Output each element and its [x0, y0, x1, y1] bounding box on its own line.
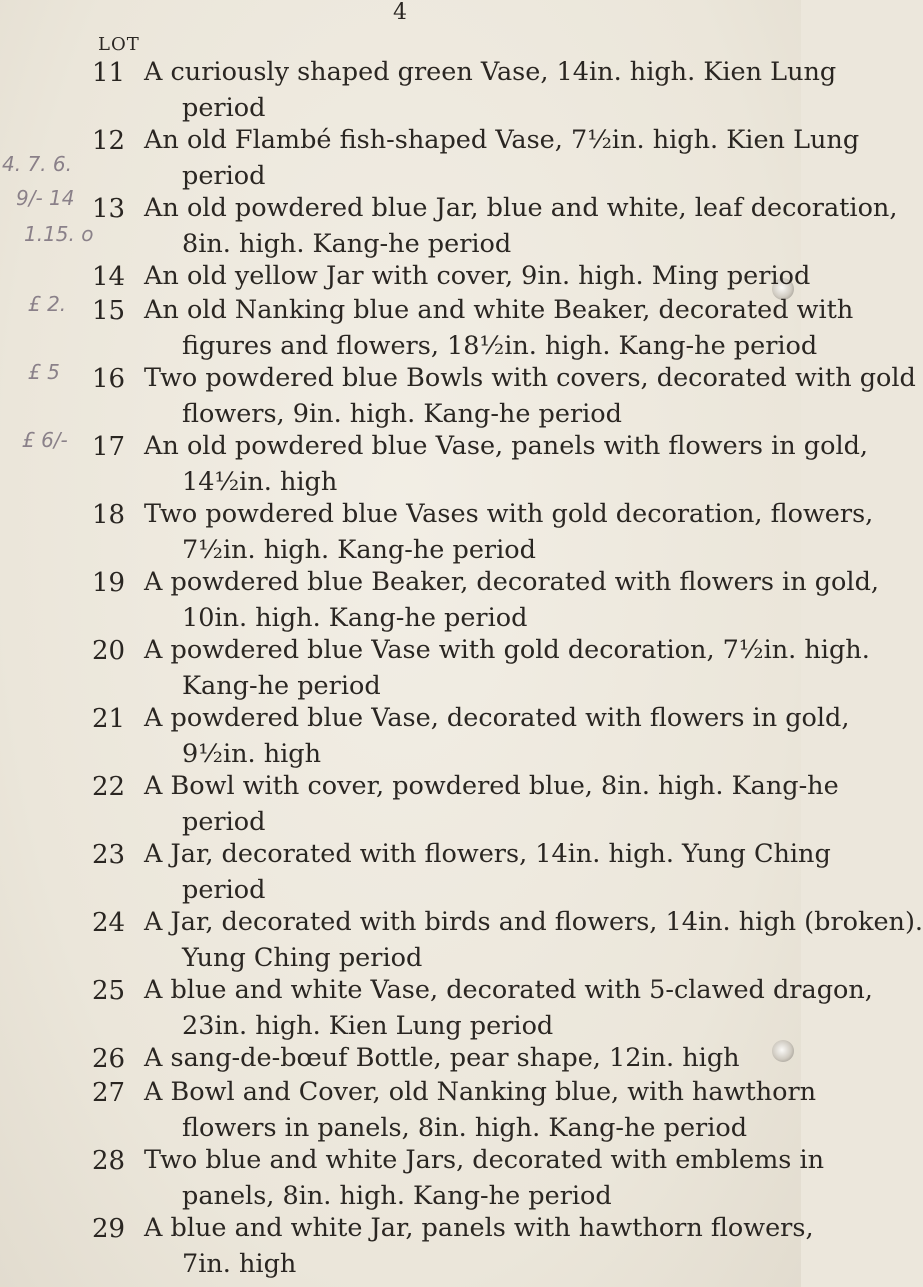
lot-description [144, 122, 860, 194]
lot-description-line: Yung Ching period [182, 943, 423, 973]
lot-description-line: Two powdered blue Bowls with covers, decorated with gold [144, 363, 916, 393]
lot-description-line: panels, 8in. high. Kang-he period [182, 1181, 612, 1211]
lot-number: 12 [92, 126, 126, 156]
lot-description-line: period [182, 807, 266, 837]
lot-description [144, 54, 837, 126]
lot-description-line: An old powdered blue Vase, panels with flowers in gold, [144, 431, 869, 461]
pencil-note-lot-16: £ 2. [28, 292, 67, 316]
lot-description [144, 1142, 825, 1214]
lot-number: 27 [92, 1078, 126, 1108]
lot-column-header: LOT [98, 34, 140, 55]
pin-hole-mark [772, 1040, 794, 1062]
lot-description-line: A Jar, decorated with flowers, 14in. high. Yung Ching [144, 839, 831, 869]
lot-description-line: A powdered blue Beaker, decorated with flowers in gold, [144, 567, 879, 597]
lot-description-line: period [182, 93, 266, 123]
lot-description [144, 292, 854, 364]
lot-description-line: flowers, 9in. high. Kang-he period [182, 399, 622, 429]
pencil-note-lot-15: 1.15. o [24, 222, 94, 246]
lot-description-line: period [182, 161, 266, 191]
lot-number: 29 [92, 1214, 126, 1244]
lot-description [144, 564, 879, 636]
lot-description [144, 972, 873, 1044]
pencil-note-lot-18: £ 6/- [22, 428, 68, 452]
lot-number: 11 [92, 58, 126, 88]
lot-description-line: 8in. high. Kang-he period [182, 229, 512, 259]
lot-description [144, 1210, 814, 1282]
lot-description-line: A blue and white Jar, panels with hawthorn flowers, [144, 1213, 814, 1243]
lot-description-line: 23in. high. Kien Lung period [182, 1011, 554, 1041]
lot-number: 18 [92, 500, 126, 530]
lot-number: 25 [92, 976, 126, 1006]
lot-description [144, 190, 898, 262]
lot-number: 16 [92, 364, 126, 394]
pencil-note-lot-13: 4. 7. 6. [2, 152, 72, 176]
lot-number: 26 [92, 1044, 126, 1074]
pencil-note-lot-17: £ 5 [28, 360, 60, 384]
lot-description-line: Two blue and white Jars, decorated with emblems in [144, 1145, 825, 1175]
lot-description-line: Two powdered blue Vases with gold decoration, flowers, [144, 499, 874, 529]
lot-description-line: period [182, 875, 266, 905]
lot-description-line: 7in. high [182, 1249, 297, 1279]
lot-description [144, 700, 850, 772]
lot-number: 23 [92, 840, 126, 870]
lot-description [144, 836, 831, 908]
lot-number: 14 [92, 262, 126, 292]
lot-description-line: A powdered blue Vase, decorated with flowers in gold, [144, 703, 850, 733]
lot-description [144, 632, 870, 704]
lot-description [144, 1040, 764, 1076]
lot-description-line: A Bowl and Cover, old Nanking blue, with hawthorn [144, 1077, 817, 1107]
lot-description [144, 360, 916, 432]
lot-description [144, 428, 869, 500]
lot-description-line: 7½in. high. Kang-he period [182, 535, 536, 565]
lot-number: 28 [92, 1146, 126, 1176]
lot-description-line: A curiously shaped green Vase, 14in. high. Kien Lung [144, 57, 837, 87]
lot-description-line: A blue and white Vase, decorated with 5-clawed dragon, [144, 975, 873, 1005]
lot-number: 13 [92, 194, 126, 224]
lot-description-line: 9½in. high [182, 739, 322, 769]
lot-description-line: An old Nanking blue and white Beaker, decorated with [144, 295, 854, 325]
page-number: 4 [393, 0, 407, 25]
lot-number: 20 [92, 636, 126, 666]
lot-description [144, 258, 811, 294]
lot-description-line: figures and flowers, 18½in. high. Kang-he period [182, 331, 818, 361]
lot-description-line: A sang-de-bœuf Bottle, pear shape, 12in. high [144, 1043, 740, 1073]
lot-number: 24 [92, 908, 126, 938]
lot-number: 22 [92, 772, 126, 802]
pencil-note-lot-14: 9/- 14 [16, 186, 75, 210]
lot-description-line: A Bowl with cover, powdered blue, 8in. high. Kang-he [144, 771, 839, 801]
lot-description-line: A Jar, decorated with birds and flowers, 14in. high (broken). [144, 907, 923, 937]
lot-description-line: flowers in panels, 8in. high. Kang-he period [182, 1113, 748, 1143]
lot-description-line: 14½in. high [182, 467, 338, 497]
lot-description-line: An old yellow Jar with cover, 9in. high. Ming period [144, 261, 811, 291]
lot-description [144, 496, 874, 568]
lot-number: 19 [92, 568, 126, 598]
lot-number: 21 [92, 704, 126, 734]
lot-description-line: Kang-he period [182, 671, 381, 701]
lot-number: 17 [92, 432, 126, 462]
lot-description [144, 768, 839, 840]
lot-description-line: An old powdered blue Jar, blue and white, leaf decoration, [144, 193, 898, 223]
lot-description-line: 10in. high. Kang-he period [182, 603, 528, 633]
lot-description [144, 1074, 817, 1146]
lot-description [144, 904, 923, 976]
lot-description-line: An old Flambé fish-shaped Vase, 7½in. high. Kien Lung [144, 125, 860, 155]
lot-description-line: A powdered blue Vase with gold decoration, 7½in. high. [144, 635, 870, 665]
lot-number: 15 [92, 296, 126, 326]
